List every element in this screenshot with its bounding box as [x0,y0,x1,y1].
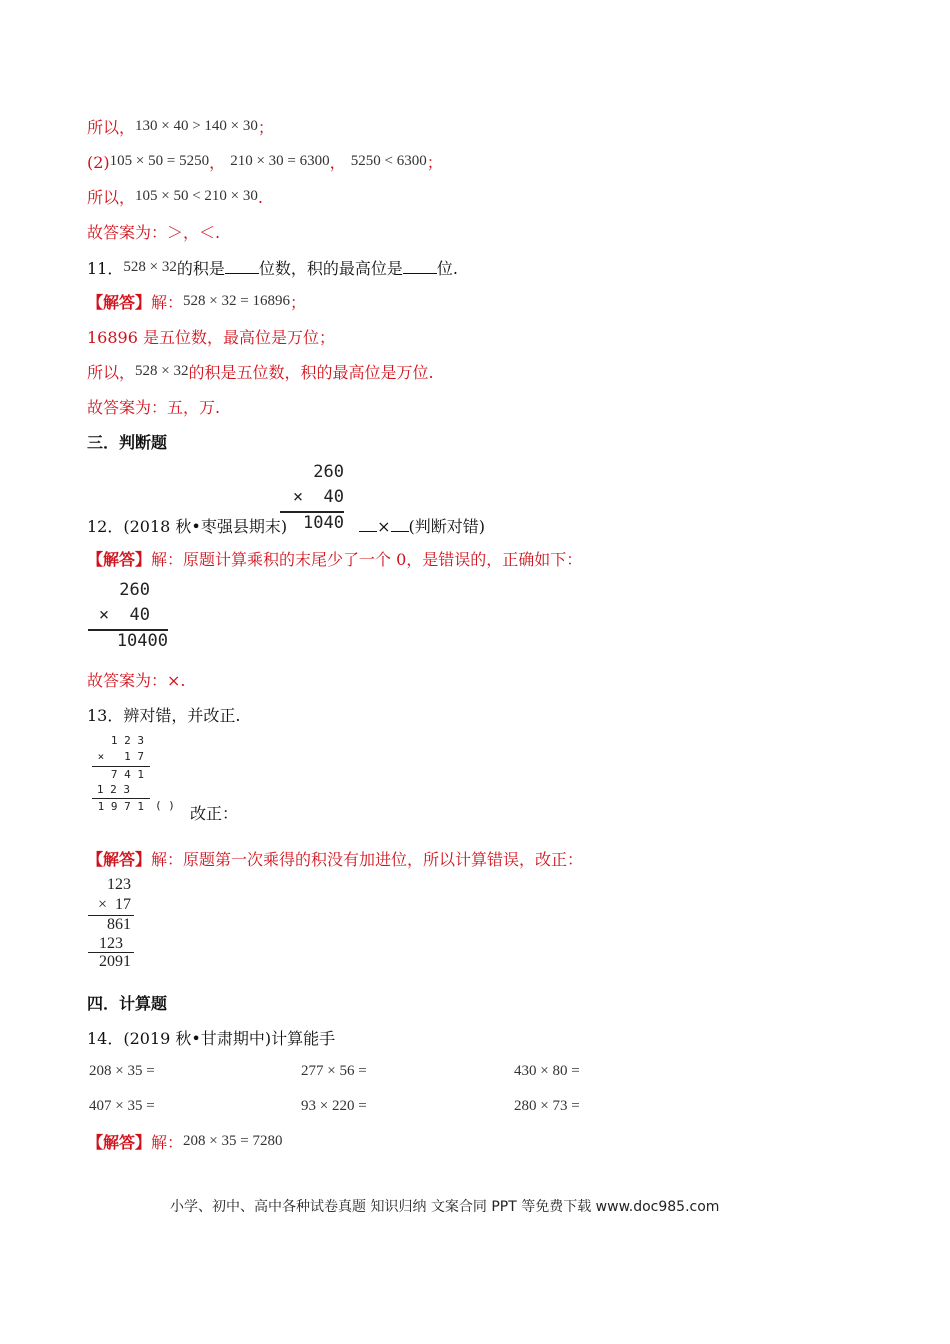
prev-conclusion-1: 所以，130 × 40 > 140 × 30； [87,118,274,137]
q13-vertical-calc: 1 2 3 × 1 7 7 4 1 1 2 3 1 9 7 1 [92,733,150,815]
answer-11-line2: 16896 是五位数，最高位是万位； [87,328,335,347]
section-heading-3: 三．判断题 [87,433,168,452]
answer-14: 【解答】解：208 × 35 = 7280 [87,1133,283,1152]
calc-item: 280 × 73 = [514,1098,580,1114]
prev-conclusion-2: 所以，105 × 50 < 210 × 30. [87,188,263,207]
math-expression: 130 × 40 > 140 × 30 [135,118,258,134]
answer-tag: 【解答】 [87,1133,152,1152]
calc-item: 430 × 80 = [514,1063,580,1079]
answer-11: 【解答】解：528 × 32 = 16896； [87,293,306,312]
calc-item: 93 × 220 = [301,1098,367,1114]
footer-banner: 小学、初中、高中各种试卷真题 知识归纳 文案合同 PPT 等免费下载 www.doc985.com [170,1199,720,1215]
answer-tag: 【解答】 [87,550,152,569]
answer-tag: 【解答】 [87,850,152,869]
answer-blank [225,259,259,274]
answer-12-final: 故答案为：×. [87,671,186,690]
question-14: 14．(2019 秋•甘肃期中)计算能手 [87,1029,336,1048]
q12-vertical-calc: 260 × 40 1040 [280,462,344,534]
question-12: 12．(2018 秋•枣强县期末) × (判断对错) [87,517,485,536]
answer-12: 【解答】解：原题计算乘积的末尾少了一个 0，是错误的，正确如下： [87,550,583,569]
answer-11-line3: 所以，528 × 32的积是五位数，积的最高位是万位. [87,363,434,382]
section-heading-4: 四．计算题 [87,994,168,1013]
calc-item: 407 × 35 = [89,1098,155,1114]
answer-13: 【解答】解：原题第一次乘得的积没有加进位，所以计算错误，改正： [87,850,584,869]
question-11: 11．528 × 32的积是 位数，积的最高位是 位. [87,259,458,278]
a12-vertical-calc: 260 × 40 10400 [88,580,168,652]
prev-answer: 故答案为：＞，＜. [87,223,221,242]
answer-tag: 【解答】 [87,293,152,312]
calc-item: 208 × 35 = [89,1063,155,1079]
a13-vertical-calc: 123 × 17 861 123 2091 [88,875,134,975]
calc-item: 277 × 56 = [301,1063,367,1079]
answer-11-line4: 故答案为：五，万. [87,398,221,417]
q13-paren: ( ) [155,799,175,812]
question-13: 13．辨对错，并改正. [87,706,241,725]
answer-blank [403,259,437,274]
q13-fix-label: 改正： [190,804,239,823]
prev-part-2: (2)105 × 50 = 5250， 210 × 30 = 6300， 5250 < 6300； [87,153,443,172]
